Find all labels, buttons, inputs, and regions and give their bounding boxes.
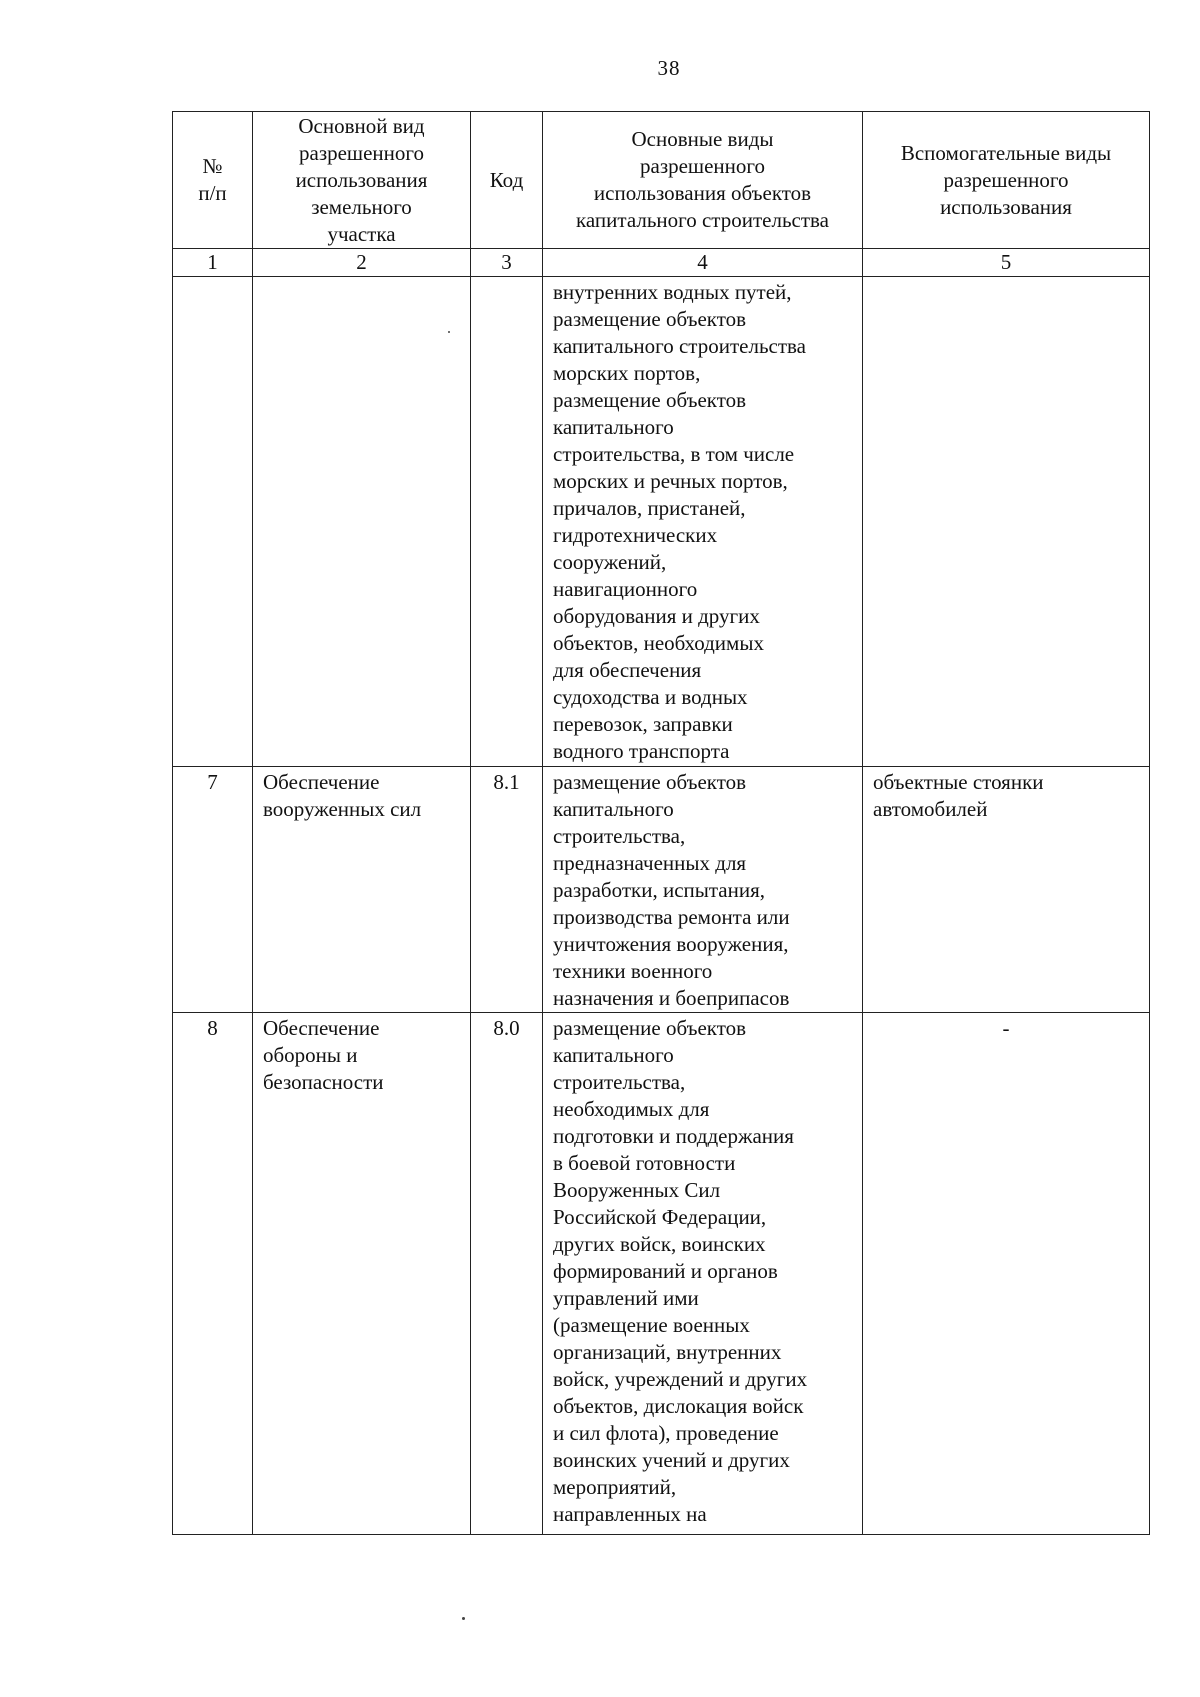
text-line: воинских учений и других [553, 1448, 790, 1472]
text-line: использования объектов [593, 181, 812, 205]
text-line: оборудования и других [553, 604, 760, 628]
land-use-table [172, 111, 1150, 1535]
code-cell [471, 767, 543, 1013]
text-line: 8.1 [493, 770, 520, 794]
header-capital-uses [543, 112, 863, 249]
text-line: безопасности [263, 1070, 384, 1094]
code-cell [471, 1013, 543, 1535]
text-line: морских и речных портов, [553, 469, 788, 493]
text-line: гидротехнических [553, 523, 718, 547]
main-use-cell [253, 1013, 471, 1535]
text-line: Вооруженных Сил [553, 1178, 721, 1202]
aux-uses-cell [863, 767, 1150, 1013]
table-row [173, 767, 1150, 1013]
scan-speck [448, 331, 450, 333]
row-number-cell [173, 1013, 253, 1535]
text-line: разрешенного [943, 167, 1069, 192]
text-line: судоходства и водных [553, 685, 748, 709]
text-line: строительства, [553, 824, 686, 848]
text-line: направленных на [553, 1502, 707, 1526]
text-line: объектов, необходимых [553, 631, 764, 655]
table-header-row [173, 112, 1150, 249]
text-line: использования [295, 167, 428, 192]
column-number: 5 [863, 249, 1150, 277]
text-line: управлений ими [553, 1286, 699, 1310]
text-line: формирований и органов [553, 1259, 778, 1283]
text-line: вооруженных сил [263, 797, 422, 821]
text-line: обороны и [263, 1043, 358, 1067]
header-aux-uses [863, 112, 1150, 249]
text-line: внутренних водных путей, [553, 280, 792, 304]
code-cell [471, 277, 543, 767]
scan-speck [462, 1617, 465, 1620]
column-number: 2 [253, 249, 471, 277]
header-number [173, 112, 253, 249]
text-line: разрешенного [640, 154, 765, 178]
page-number: 38 [657, 56, 681, 80]
text-line: для обеспечения [553, 658, 702, 682]
text-line: предназначенных для [553, 851, 747, 875]
text-line: - [1002, 1016, 1010, 1040]
text-line: размещение объектов [553, 307, 747, 331]
text-line: сооружений, [553, 550, 667, 574]
text-line: капитального строительства [576, 208, 829, 232]
text-line: назначения и боеприпасов [553, 986, 790, 1010]
main-use-cell [253, 767, 471, 1013]
text-line: Российской Федерации, [553, 1205, 767, 1229]
header-code [471, 112, 543, 249]
column-number-row [173, 249, 1150, 277]
text-line: капитального [553, 797, 674, 821]
row-number-cell [173, 277, 253, 767]
text-line: необходимых для [553, 1097, 710, 1121]
text-line: размещение объектов [553, 388, 747, 412]
capital-uses-cell [543, 1013, 863, 1535]
text-line: других войск, воинских [553, 1232, 766, 1256]
text-line: подготовки и поддержания [553, 1124, 794, 1148]
column-number: 3 [471, 249, 543, 277]
aux-uses-cell [863, 277, 1150, 767]
text-line: войск, учреждений и других [553, 1367, 808, 1391]
text-line: капитального строительства [553, 334, 806, 358]
text-line: капитального [553, 415, 674, 439]
text-line: техники военного [553, 959, 713, 983]
text-line: разрешенного [299, 140, 424, 165]
main-use-cell [253, 277, 471, 767]
text-line: и сил флота), проведение [553, 1421, 779, 1445]
text-line: в боевой готовности [553, 1151, 736, 1175]
text-line: перевозок, заправки [553, 712, 733, 736]
text-line: водного транспорта [553, 739, 730, 763]
text-line: 8 [207, 1016, 218, 1040]
table-row [173, 277, 1150, 767]
text-line: мероприятий, [553, 1475, 677, 1499]
text-line: строительства, [553, 1070, 686, 1094]
text-line: объектов, дислокация войск [553, 1394, 804, 1418]
text-line: № [202, 154, 223, 178]
row-number-cell [173, 767, 253, 1013]
text-line: Вспомогательные виды [900, 140, 1112, 165]
text-line: капитального [553, 1043, 674, 1067]
text-line: производства ремонта или [553, 905, 790, 929]
table-row [173, 1013, 1150, 1535]
text-line: навигационного [553, 577, 698, 601]
text-line: размещение объектов [553, 1016, 747, 1040]
header-main-use [253, 112, 471, 249]
capital-uses-cell [543, 767, 863, 1013]
column-number: 1 [173, 249, 253, 277]
text-line: уничтожения вооружения, [553, 932, 789, 956]
text-line: Основные виды [631, 127, 774, 151]
text-line: объектные стоянки [873, 770, 1044, 794]
aux-uses-cell [863, 1013, 1150, 1535]
text-line: автомобилей [873, 797, 988, 821]
text-line: организаций, внутренних [553, 1340, 782, 1364]
text-line: размещение объектов [553, 770, 747, 794]
text-line: строительства, в том числе [553, 442, 795, 466]
text-line: Код [489, 167, 524, 192]
column-number: 4 [543, 249, 863, 277]
text-line: использования [940, 194, 1072, 219]
text-line: 7 [207, 770, 218, 794]
text-line: разработки, испытания, [553, 878, 766, 902]
text-line: участка [327, 221, 396, 246]
text-line: Обеспечение [263, 1016, 380, 1040]
capital-uses-cell [543, 277, 863, 767]
text-line: Основной вид [298, 113, 425, 138]
text-line: (размещение военных [553, 1313, 750, 1337]
text-line: п/п [198, 181, 227, 205]
text-line: земельного [311, 194, 412, 219]
text-line: Обеспечение [263, 770, 380, 794]
text-line: морских портов, [553, 361, 701, 385]
text-line: 8.0 [493, 1016, 520, 1040]
text-line: причалов, пристаней, [553, 496, 746, 520]
